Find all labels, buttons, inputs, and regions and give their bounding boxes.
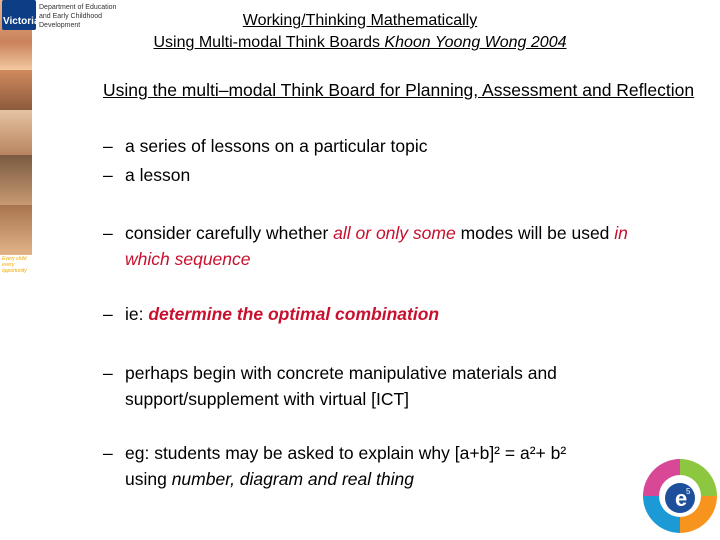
section-heading: Using the multi–modal Think Board for Planning, Assessment and Reflection — [103, 80, 695, 100]
bullet-dash: – — [103, 443, 113, 463]
logo-department: Department of Education and Early Childhood Development — [39, 4, 117, 29]
list-item-text — [125, 220, 645, 272]
list-item-text: a series of lessons on a particular topic — [125, 136, 428, 156]
bullet-dash: – — [103, 165, 113, 185]
child-photo-3 — [0, 110, 32, 155]
emphasis-text: determine the optimal combination — [148, 304, 440, 324]
bullet-dash: – — [103, 136, 113, 156]
logo-brand: Victoria — [3, 16, 40, 27]
title-line-1: Working/Thinking Mathematically — [242, 12, 478, 29]
badge-superscript: 5 — [686, 487, 691, 496]
e5-badge-icon — [642, 458, 718, 534]
photo-strip — [0, 0, 32, 290]
emphasis-text: number, diagram and real thing — [171, 469, 414, 489]
child-photo-5 — [0, 205, 32, 255]
victoria-crest-icon — [2, 0, 40, 30]
child-photo-4 — [0, 155, 32, 205]
emphasis-text: in which sequence — [125, 223, 628, 269]
bullet-dash: – — [103, 363, 113, 383]
list-item-text: a lesson — [125, 165, 191, 185]
bullet-dash: – — [103, 304, 113, 324]
text-run: eg: students may be asked to explain why [a+b]² = a²+ b² using — [125, 443, 567, 489]
tagline: Every child every opportunity — [2, 256, 27, 274]
bullet-dash: – — [103, 223, 113, 243]
text-run: ie: — [125, 304, 149, 324]
list-item-text — [125, 301, 685, 327]
slide-title — [100, 10, 620, 54]
list-item-text — [125, 440, 605, 492]
title-citation: Khoon Yoong Wong 2004 — [384, 34, 567, 51]
list-item-text: perhaps begin with concrete manipulative materials and support/supplement with virtual [ICT] — [125, 363, 557, 409]
title-line-2-prefix: Using Multi-modal Think Boards — [153, 34, 385, 51]
title-line-2 — [100, 32, 620, 54]
text-run: consider carefully whether — [125, 223, 334, 243]
text-run: modes will be used — [455, 223, 615, 243]
badge-letter: e — [675, 486, 688, 511]
emphasis-text: all or only some — [333, 223, 456, 243]
child-photo-2 — [0, 70, 32, 110]
